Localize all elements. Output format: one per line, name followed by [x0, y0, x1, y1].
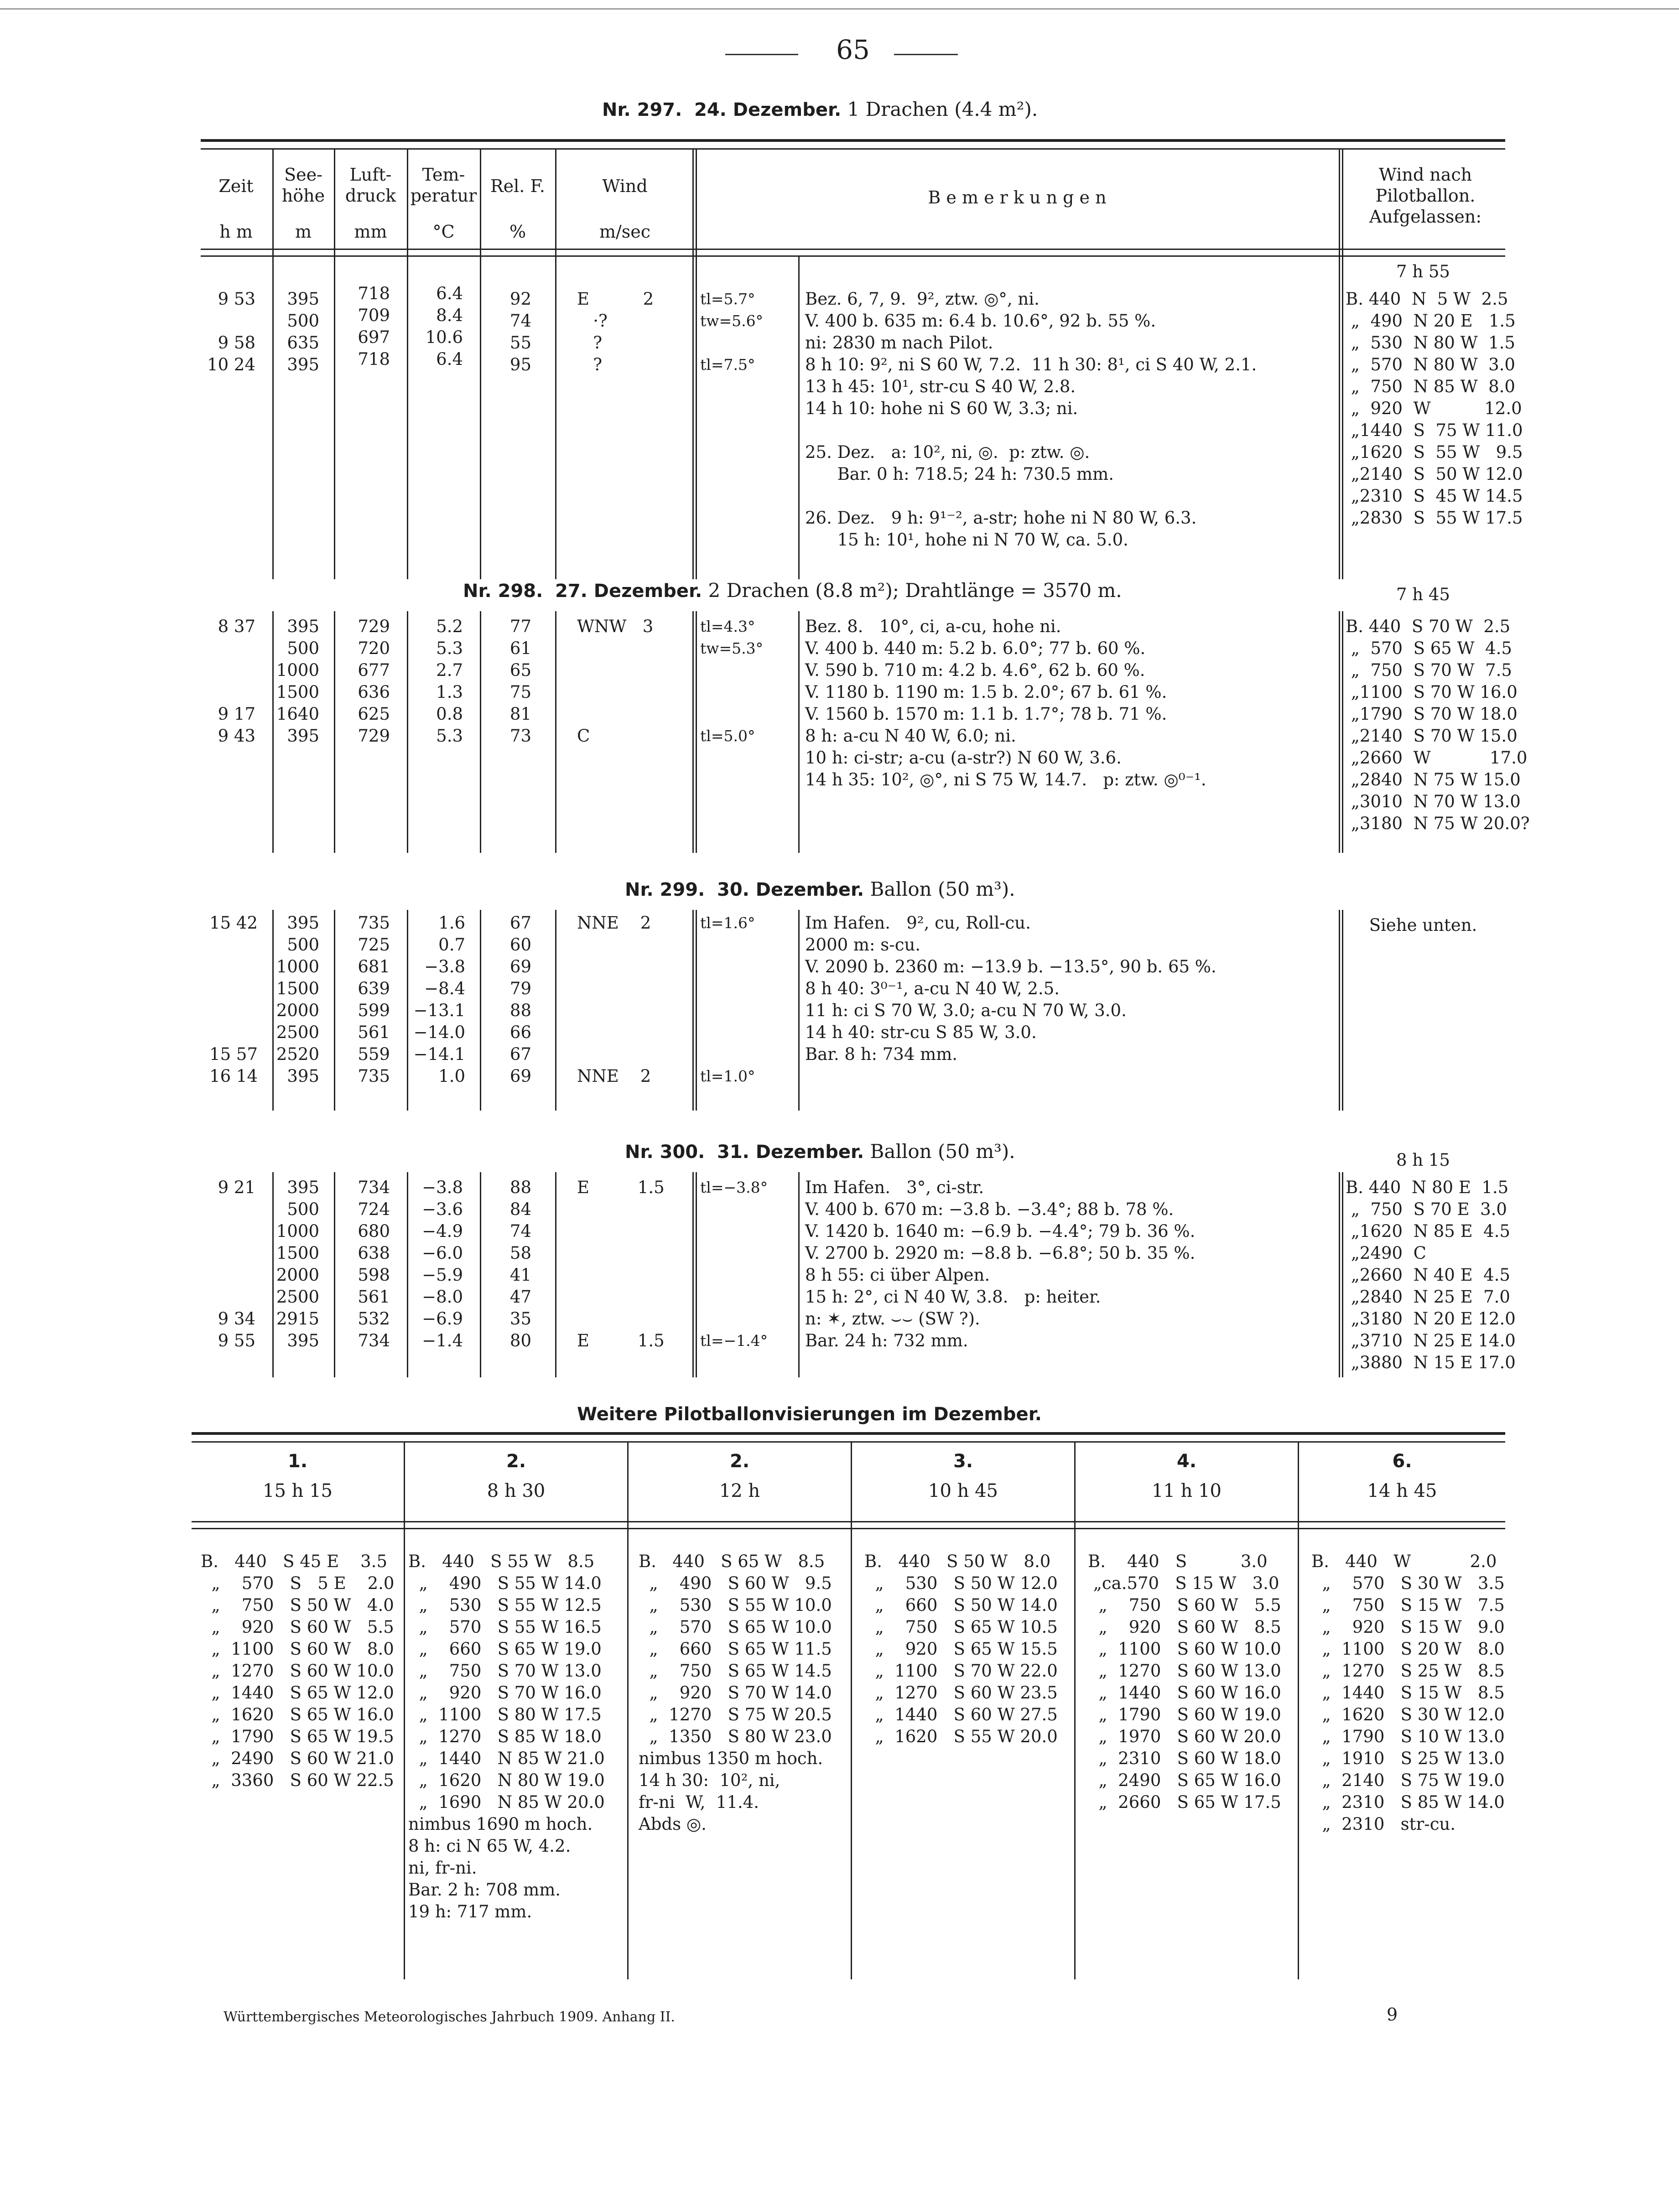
section-nr: Nr. 299. — [625, 879, 705, 900]
section-details: 1 Drachen (4.4 m²). — [841, 98, 1038, 120]
col-rule — [480, 148, 481, 255]
druck-values: 718 709 697 718 — [358, 284, 390, 369]
day-label: 2. — [729, 1451, 750, 1472]
col-rule — [696, 1172, 697, 1377]
section-details: 2 Drachen (8.8 m²); Drahtlänge = 3570 m. — [702, 579, 1122, 602]
section-nr: Nr. 298. — [463, 581, 543, 602]
header-luftdruck: Luft- druck — [345, 165, 396, 206]
col-rule — [1342, 1172, 1343, 1377]
relf-values: 67 60 69 79 88 66 67 69 — [509, 913, 531, 1086]
top-edge-rule — [0, 8, 1679, 10]
hoehe-values: 395 500 1000 1500 1640 395 — [276, 617, 319, 746]
bottom-col-1-day — [192, 1450, 404, 1472]
col-rule — [1339, 611, 1340, 853]
druck-values: 729 720 677 636 625 729 — [358, 617, 390, 746]
zeit-values: 9 53 9 58 10 24 — [207, 289, 255, 374]
druck-values: 735 725 681 639 599 561 559 735 — [358, 913, 390, 1086]
col-rule — [692, 611, 694, 853]
bottom-col-5-day — [1076, 1450, 1298, 1472]
col-rule — [696, 910, 697, 1111]
col-rule — [692, 1172, 694, 1377]
header-temperatur-unit: °C — [432, 222, 455, 242]
bottom-col-3-time: 12 h — [719, 1480, 760, 1501]
pilot-time: 8 h 15 — [1396, 1150, 1450, 1170]
col-rule — [1339, 148, 1340, 255]
temp-values: 6.4 8.4 10.6 6.4 — [425, 284, 463, 369]
col-rule — [555, 910, 556, 1111]
bottom-col-1-rows: B. 440 S 45 E 3.5 „ 570 S 5 E 2.0 „ 750 S 50 W 4.0 „ 920 S 60 W 5.5 „ 1100 S 60 W 8.0 „ 1270 S 60 W 10.0 „ 1440 S 65 W 12.0 „ 1620 S 65 W 16.0 „ 1790 S 65 W 19.5 „ 2490 S 60 W 21.0 „ 3360 S 60 W 22.5 — [201, 1552, 395, 1790]
col-rule — [555, 148, 556, 255]
zeit-values: 9 21 9 34 9 55 — [218, 1178, 255, 1350]
bottom-col-4-day — [852, 1450, 1074, 1472]
pilot-values: B. 440 N 80 E 1.5 „ 750 S 70 E 3.0 „1620 N 85 E 4.5 „2490 C „2660 N 40 E 4.5 „2840 N 25 E 7.0 „3180 N 20 E 12.0 „3710 N 25 E 14.0 „3880 N 15 E 17.0 — [1346, 1178, 1516, 1372]
remarks: Im Hafen. 3°, ci-str. V. 400 b. 670 m: −3.8 b. −3.4°; 88 b. 78 %. V. 1420 b. 1640 m: −6.9 b. −4.4°; 79 b. 36 %. V. 2700 b. 2920 m: −8.8 b. −6.8°; 50 b. 35 %. 8 h 55: ci über Alpen. 15 h: 2°, ci N 40 W, 3.8. p: heiter. n: ✶, ztw. ⌣⌣ (SW ?). Bar. 24 h: 732 mm. — [805, 1178, 1196, 1350]
col-rule — [555, 1172, 556, 1377]
col-rule — [1342, 255, 1343, 579]
section-details: Ballon (50 m³). — [864, 1140, 1015, 1163]
bottom-col-rule — [627, 1441, 629, 1979]
zeit-values: 8 37 9 17 9 43 — [218, 617, 255, 746]
bottom-col-rule — [404, 1441, 405, 1979]
section-299-title — [625, 878, 1015, 900]
temp-wet-values: tl=−3.8° tl=−1.4° — [700, 1179, 768, 1350]
section-details: Ballon (50 m³). — [864, 878, 1015, 900]
relf-values: 92 74 55 95 — [509, 289, 531, 374]
bottom-col-2-day — [405, 1450, 627, 1472]
pilot-values: B. 440 N 5 W 2.5 „ 490 N 20 E 1.5 „ 530 N 80 W 1.5 „ 570 N 80 W 3.0 „ 750 N 85 W 8.0 „ 920 W 12.0 „1440 S 75 W 11.0 „1620 S 55 W 9.5 „2140 S 50 W 12.0 „2310 S 45 W 14.5 „2830 S 55 W 17.5 — [1346, 289, 1523, 528]
section-298-title — [463, 579, 1122, 602]
section-297-title — [602, 98, 1038, 120]
col-rule — [334, 148, 335, 255]
header-zeit-unit: h m — [219, 222, 253, 242]
wind-values: E 2 ·? ? ? — [577, 289, 654, 374]
pilot-time: 7 h 55 — [1396, 262, 1450, 281]
bottom-table-header-rule — [192, 1521, 1505, 1522]
col-rule — [555, 255, 556, 579]
header-pilot: Wind nach Pilotballon. Aufgelassen: — [1369, 165, 1482, 227]
footer-text: Württembergisches Meteorologisches Jahrbuch 1909. Anhang II. — [224, 2009, 675, 2025]
section-date: 24. Dezember. — [694, 99, 842, 120]
bottom-col-6-rows: B. 440 W 2.0 „ 570 S 30 W 3.5 „ 750 S 15 W 7.5 „ 920 S 15 W 9.0 „ 1100 S 20 W 8.0 „ 1270 S 25 W 8.5 „ 1440 S 15 W 8.5 „ 1620 S 30 W 12.0 „ 1790 S 10 W 13.0 „ 1910 S 25 W 13.0 „ 2140 S 75 W 19.0 „ 2310 S 85 W 14.0 „ 2310 str-cu. — [1311, 1552, 1505, 1834]
pilot-values: Siehe unten. — [1369, 915, 1477, 935]
col-rule — [696, 255, 697, 579]
section-date: 31. Dezember. — [717, 1142, 864, 1163]
col-rule — [798, 255, 800, 579]
header-temperatur: Tem- peratur — [410, 165, 477, 206]
bottom-col-2-time: 8 h 30 — [487, 1480, 546, 1501]
wind-values: WNW 3 C — [577, 617, 654, 746]
page-number-rule-left — [725, 54, 798, 55]
temp-wet-values: tl=5.7° tw=5.6° tl=7.5° — [700, 290, 764, 374]
header-seehoehe: See- höhe — [281, 165, 325, 206]
header-zeit: Zeit — [218, 176, 254, 196]
remarks: Im Hafen. 9², cu, Roll-cu. 2000 m: s-cu. V. 2090 b. 2360 m: −13.9 b. −13.5°, 90 b. 65 %. 8 h 40: 3⁰⁻¹, a-cu N 40 W, 2.5. 11 h: ci S 70 W, 3.0; a-cu N 70 W, 3.0. 14 h 40: str-cu S 85 W, 3.0. Bar. 8 h: 734 mm. — [805, 913, 1216, 1064]
section-nr: Nr. 297. — [602, 99, 682, 120]
pilot-values: B. 440 S 70 W 2.5 „ 570 S 65 W 4.5 „ 750 S 70 W 7.5 „1100 S 70 W 16.0 „1790 S 70 W 18.0 „2140 S 70 W 15.0 „2660 W 17.0 „2840 N 75 W 15.0 „3010 N 70 W 13.0 „3180 N 75 W 20.0? — [1346, 617, 1530, 833]
col-rule — [692, 148, 694, 255]
table-header-bottom-rule — [201, 249, 1505, 250]
col-rule — [272, 148, 274, 255]
bottom-col-3-day — [629, 1450, 851, 1472]
col-rule — [1339, 1172, 1340, 1377]
section-date: 27. Dezember. — [555, 581, 702, 602]
header-luftdruck-unit: mm — [354, 222, 387, 242]
wind-values: NNE 2 NNE 2 — [577, 913, 651, 1086]
bottom-table-header-rule-inner — [192, 1528, 1505, 1529]
section-nr: Nr. 300. — [625, 1142, 705, 1163]
header-wind: Wind — [602, 176, 648, 196]
page-number: 65 — [836, 34, 870, 65]
col-rule — [692, 255, 694, 579]
temp-wet-values: tl=4.3° tw=5.3° tl=5.0° — [700, 618, 764, 745]
bottom-col-3-rows: B. 440 S 65 W 8.5 „ 490 S 60 W 9.5 „ 530 S 55 W 10.0 „ 570 S 65 W 10.0 „ 660 S 65 W 11.5 „ 750 S 65 W 14.5 „ 920 S 70 W 14.0 „ 1270 S 75 W 20.5 „ 1350 S 80 W 23.0 nimbus 1350 m hoch. 14 h 30: 10², ni, fr-ni W, 11.4. Abds ◎. — [639, 1552, 832, 1834]
temp-values: −3.8 −3.6 −4.9 −6.0 −5.9 −8.0 −6.9 −1.4 — [422, 1178, 463, 1350]
col-rule — [1342, 611, 1343, 853]
page-number-rule-right — [894, 54, 958, 55]
bottom-col-6-time: 14 h 45 — [1367, 1480, 1437, 1501]
col-rule — [555, 611, 556, 853]
bottom-col-2-rows: B. 440 S 55 W 8.5 „ 490 S 55 W 14.0 „ 530 S 55 W 12.5 „ 570 S 55 W 16.5 „ 660 S 65 W 19.0 „ 750 S 70 W 13.0 „ 920 S 70 W 16.0 „ 1100 S 80 W 17.5 „ 1270 S 85 W 18.0 „ 1440 N 85 W 21.0 „ 1620 N 80 W 19.0 „ 1690 N 85 W 20.0 nimbus 1690 m hoch. 8 h: ci N 65 W, 4.2. ni, fr-ni. Bar. 2 h: 708 mm. 19 h: 717 mm. — [408, 1552, 605, 1921]
col-rule — [696, 148, 697, 255]
day-label: 3. — [953, 1451, 973, 1472]
remarks: Bez. 6, 7, 9. 9², ztw. ◎°, ni. V. 400 b. 635 m: 6.4 b. 10.6°, 92 b. 55 %. ni: 2830 m nach Pilot. 8 h 10: 9², ni S 60 W, 7.2. 11 h 30: 8¹, ci S 40 W, 2.1. 13 h 45: 10¹, str-cu S 40 W, 2.8. 14 h 10: hohe ni S 60 W, 3.3; ni. 25. Dez. a: 10², ni, ◎. p: ztw. ◎. Bar. 0 h: 718.5; 24 h: 730.5 mm. 26. Dez. 9 h: 9¹⁻², a-str; hohe ni N 80 W, 6.3. 15 h: 10¹, hohe ni N 70 W, ca. 5.0. — [805, 289, 1257, 550]
bottom-col-5-rows: B. 440 S 3.0 „ca.570 S 15 W 3.0 „ 750 S 60 W 5.5 „ 920 S 60 W 8.5 „ 1100 S 60 W 10.0 „ 1270 S 60 W 13.0 „ 1440 S 60 W 16.0 „ 1790 S 60 W 19.0 „ 1970 S 60 W 20.0 „ 2310 S 60 W 18.0 „ 2490 S 65 W 16.0 „ 2660 S 65 W 17.5 — [1088, 1552, 1281, 1812]
col-rule — [692, 910, 694, 1111]
section-300-title — [625, 1140, 1015, 1163]
col-rule — [696, 611, 697, 853]
temp-wet-values: tl=1.6° tl=1.0° — [700, 914, 755, 1085]
bottom-col-rule — [1074, 1441, 1076, 1979]
table-top-rule — [201, 139, 1505, 142]
section-date: 30. Dezember. — [717, 879, 864, 900]
col-rule — [1339, 255, 1340, 579]
relf-values: 77 61 65 75 81 73 — [509, 617, 531, 746]
table-top-rule-inner — [201, 148, 1505, 150]
day-label: 1. — [287, 1451, 308, 1472]
hoehe-values: 395 500 1000 1500 2000 2500 2520 395 — [276, 913, 319, 1086]
col-rule — [798, 1172, 800, 1377]
bottom-col-rule — [1298, 1441, 1299, 1979]
col-rule — [1342, 148, 1343, 255]
hoehe-values: 395 500 1000 1500 2000 2500 2915 395 — [276, 1178, 319, 1350]
bottom-col-4-time: 10 h 45 — [928, 1480, 998, 1501]
relf-values: 88 84 74 58 41 47 35 80 — [509, 1178, 531, 1350]
col-rule — [798, 611, 800, 853]
day-label: 4. — [1176, 1451, 1197, 1472]
header-seehoehe-unit: m — [295, 222, 312, 242]
bottom-table-top-rule-inner — [192, 1441, 1505, 1443]
col-rule — [1339, 910, 1340, 1111]
remarks: Bez. 8. 10°, ci, a-cu, hohe ni. V. 400 b. 440 m: 5.2 b. 6.0°; 77 b. 60 %. V. 590 b. 710 m: 4.2 b. 4.6°, 62 b. 60 %. V. 1180 b. 1190 m: 1.5 b. 2.0°; 67 b. 61 %. V. 1560 b. 1570 m: 1.1 b. 1.7°; 78 b. 71 %. 8 h: a-cu N 40 W, 6.0; ni. 10 h: ci-str; a-cu (a-str?) N 60 W, 3.6. 14 h 35: 10², ◎°, ni S 75 W, 14.7. p: ztw. ◎⁰⁻¹. — [805, 617, 1206, 789]
bottom-col-rule — [851, 1441, 852, 1979]
day-label: 2. — [506, 1451, 526, 1472]
druck-values: 734 724 680 638 598 561 532 734 — [358, 1178, 390, 1350]
bottom-table-top-rule — [192, 1432, 1505, 1435]
zeit-values: 15 42 15 57 16 14 — [209, 913, 258, 1086]
bottom-table-title — [577, 1402, 1042, 1425]
header-relf: Rel. F. — [490, 176, 545, 196]
col-rule — [1342, 910, 1343, 1111]
header-relf-unit: % — [509, 222, 526, 242]
col-rule — [407, 148, 408, 255]
bottom-col-5-time: 11 h 10 — [1152, 1480, 1222, 1501]
temp-values: 5.2 5.3 2.7 1.3 0.8 5.3 — [436, 617, 463, 746]
header-wind-unit: m/sec — [599, 222, 651, 242]
day-label: 6. — [1392, 1451, 1412, 1472]
pilot-time: 7 h 45 — [1396, 585, 1450, 604]
signature-number: 9 — [1387, 2004, 1398, 2025]
wind-values: E 1.5 E 1.5 — [577, 1178, 665, 1350]
bottom-col-1-time: 15 h 15 — [263, 1480, 333, 1501]
bottom-col-6-day — [1299, 1450, 1505, 1472]
bottom-col-4-rows: B. 440 S 50 W 8.0 „ 530 S 50 W 12.0 „ 660 S 50 W 14.0 „ 750 S 65 W 10.5 „ 920 S 65 W 15.5 „ 1100 S 70 W 22.0 „ 1270 S 60 W 23.5 „ 1440 S 60 W 27.5 „ 1620 S 55 W 20.0 — [864, 1552, 1058, 1746]
col-rule — [798, 910, 800, 1111]
bottom-title-text: Weitere Pilotballonvisierungen im Dezember. — [577, 1404, 1042, 1425]
temp-values: 1.6 0.7 −3.8 −8.4 −13.1 −14.0 −14.1 1.0 — [413, 913, 465, 1086]
hoehe-values: 395 500 635 395 — [287, 289, 319, 374]
table-header-bottom-rule-inner — [201, 255, 1505, 257]
header-bemerkungen: B e m e r k u n g e n — [928, 187, 1107, 208]
